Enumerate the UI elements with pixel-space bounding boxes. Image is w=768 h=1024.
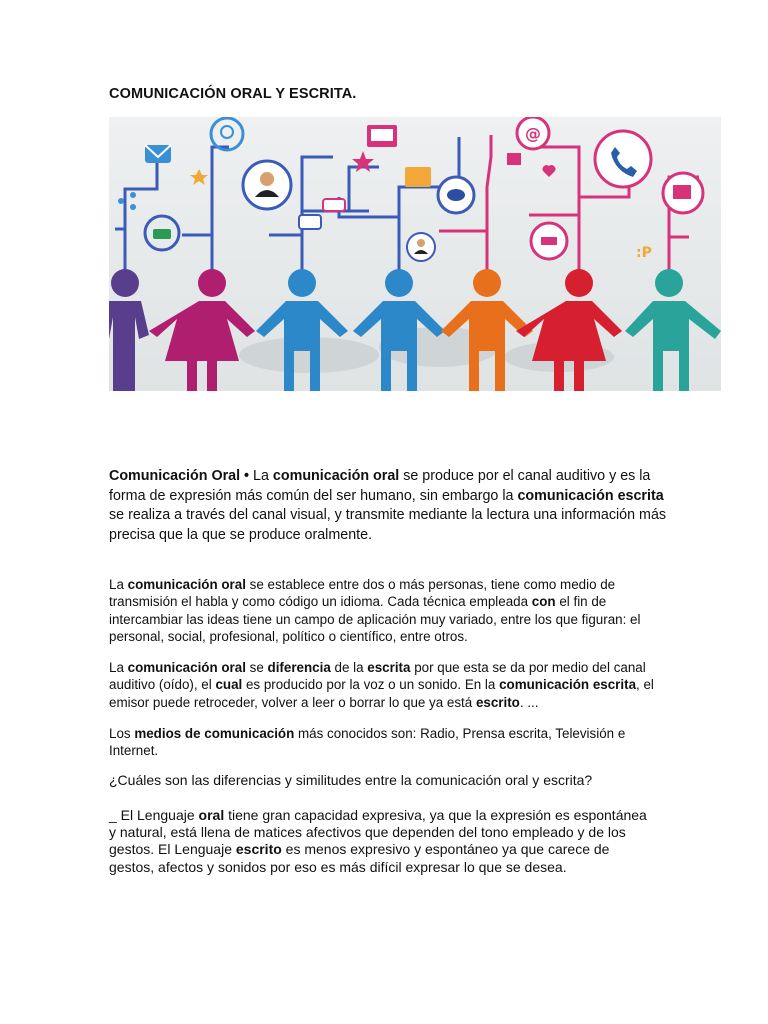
thumbs-up-icon <box>145 216 179 250</box>
paragraph-oral-vs-written: La comunicación oral se diferencia de la escrita por que esta se da por medio del canal auditivo (oído), el cual es producido por la voz o un sonido. En la comunicación escrita, el emisor puede retroceder, volver a leer o borrar lo que ya está escrito. ... <box>109 660 654 710</box>
heart-icon <box>507 153 555 177</box>
person-avatar-icon <box>243 161 291 209</box>
communication-illustration <box>109 117 721 391</box>
smiley-text: :P <box>636 245 652 261</box>
person-figure <box>353 269 445 391</box>
chat-icon <box>211 118 243 150</box>
download-icon <box>531 223 567 259</box>
person-avatar-icon <box>407 233 435 261</box>
people-network-graphic <box>109 117 721 391</box>
bird-icon <box>438 177 474 213</box>
phone-icon <box>595 131 651 187</box>
svg-text:@: @ <box>525 124 541 143</box>
question-heading: ¿Cuáles son las diferencias y similitudes entre la comunicación oral y escrita? <box>109 772 593 788</box>
computer-icon <box>367 125 431 187</box>
person-figure <box>149 269 255 391</box>
paragraph-oral-communication-intro: Comunicación Oral • La comunicación oral se produce por el canal auditivo y es la forma de expresión más común del ser humano, sin embargo la comunicación escrita se realiza a través del canal visual, y transmite mediante la lectura una información más precisa que la que se produce oralmente. <box>109 468 667 543</box>
paragraph-language-comparison: _ El Lenguaje oral tiene gran capacidad expresiva, ya que la expresión es espontánea y natural, está llena de matices afectivos que dependen del tono empleado y de los gestos. El Lenguaje escrito es menos expresivo y espontáneo ya que carece de gestos, afectos y sonidos por eso es más difícil expresar lo que se desea. <box>109 807 647 875</box>
mail-icon <box>145 145 171 163</box>
email-at-icon <box>517 117 549 149</box>
paragraph-oral-communication-definition: La comunicación oral se establece entre dos o más personas, tiene como medio de transmisión el habla y como código un idioma. Cada técnica empleada con el fin de intercambiar las ideas tiene un campo de aplicación muy variado, entre los que figuran: el personal, social, profesional, político o científico, entre otros. <box>109 577 641 645</box>
share-icon <box>118 192 136 210</box>
paragraph-media: Los medios de comunicación más conocidos son: Radio, Prensa escrita, Televisión e Internet. <box>109 726 626 759</box>
person-figure <box>109 269 149 391</box>
chat-bubble-icon <box>299 173 703 229</box>
person-figure <box>625 269 721 391</box>
document-title: COMUNICACIÓN ORAL Y ESCRITA. <box>109 86 357 102</box>
